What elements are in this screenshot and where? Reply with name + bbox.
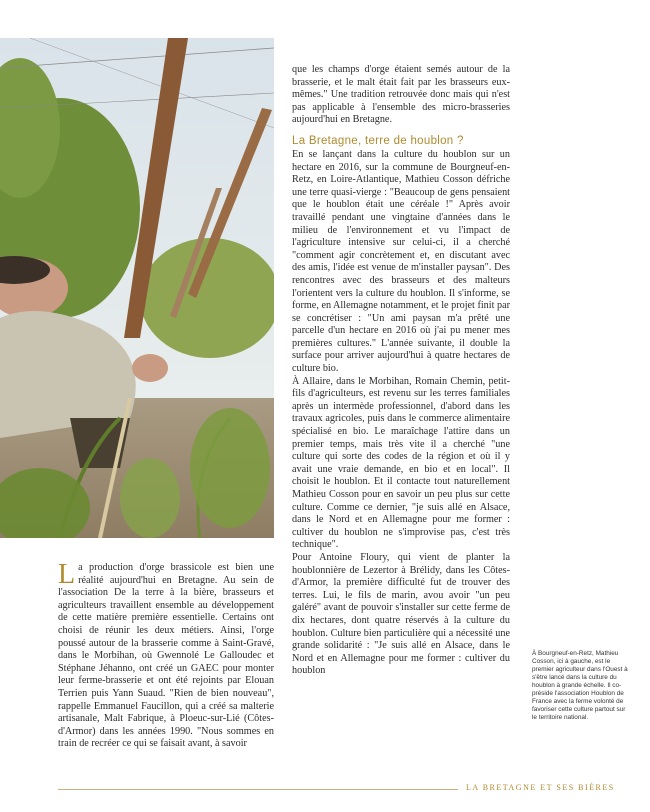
lead-paragraph-text: a production d'orge brassicole est bien une réalité aujourd'hui en Bretagne. Au sein de l'association De la terre à la bière, brasseurs et agriculteurs travaillent ensemble au développement de cette matière première essentielle. Certains ont choisi de réunir les deux métiers. Ainsi, l'orge poussé autour de la brasserie comme à Saint-Gravé, dans le Morbihan, où Gwennolé Le Galloudec et Stéphane Jéhanno, ont créé un GAEC pour monter leur ferme-brasserie et ont été rejoints par Elouan Terrien puis Yann Suaud. "Rien de bien nouveau", rappelle Emmanuel Faucillon, qui a créé sa malterie artisanale, Malt Fabrique, à Ploeuc-sur-Lié (Côtes-d'Armor) dans les années 1990. "Nous sommes en train de recréer ce qui se faisait avant, à savoir: [58, 562, 274, 750]
left-text-column: [58, 559, 274, 751]
hop-field-photo: [0, 38, 274, 538]
body-paragraph: À Allaire, dans le Morbihan, Romain Chemin, petit-fils d'agriculteurs, est revenu sur les terres familiales après un intermède professionnel, d'abord dans les travaux agricoles, puis dans le commerce alimentaire spécialisé en bio. Le maraîchage l'attire dans un premier temps, mais très vite il a cherché "une culture qui sorte des codes de la région et où il y avait une vraie demande, en bio et en local". Il choisit le houblon. Et il contacte tout naturellement Mathieu Cosson pour en savoir un peu plus sur cette culture. Comme ce dernier, "je suis allé en Alsace, dans le Nord et en Allemagne pour me former : cultiver du houblon ne s'improvise pas, c'est très technique".: [292, 375, 510, 551]
drop-cap: L: [58, 559, 76, 590]
footer-rule: [58, 789, 458, 790]
photo-caption: À Bourgneuf-en-Retz, Mathieu Cosson, ici à gauche, est le premier agriculteur dans l'Ouest à s'être lancé dans la culture du houblon à grande échelle. Il co-préside l'association Houblon de France avec la ferme volonté de favoriser cette culture partout sur le territoire national.: [532, 650, 628, 721]
right-text-column: [292, 64, 510, 678]
body-paragraph: En se lançant dans la culture du houblon sur un hectare en 2016, sur la commune de Bourgneuf-en-Retz, en Loire-Atlantique, Mathieu Cosson défriche une terre quasi-vierge : "Beaucoup de gens pensaient que le houblon était une céréale !" Après avoir travaillé pendant une vingtaine d'années dans le milieu de l'environnement et vu l'impact de l'agriculture intensive sur celui-ci, il a cherché "comment agir concrètement et, en discutant avec des amis, l'idée est venue de m'installer paysan". Des rencontres avec des brasseurs et des malteurs l'orientent vers la culture du houblon. Il s'informe, se forme, en Allemagne notamment, et le projet finit par se concrétiser : "Un ami paysan m'a prêté une parcelle d'un hectare en 2016 où j'ai pu mener mes premières cultures." L'année suivante, il double la surface pour arriver aujourd'hui à quatre hectares de culture bio.: [292, 148, 510, 375]
lead-paragraph: [58, 559, 274, 751]
section-subhead: La Bretagne, terre de houblon ?: [292, 134, 464, 147]
running-footer: LA BRETAGNE ET SES BIÈRES: [466, 783, 615, 792]
body-paragraph: Pour Antoine Floury, qui vient de planter la houblonnière de Lezertor à Brélidy, dans les Côtes-d'Armor, la première difficulté fut de trouver des terres. Lui, le fils de marin, avou avoir "un peu galéré" avant de pouvoir s'installer sur cette ferme de dix hectares, dont quatre réservés à la culture du houblon. Culture bien particulière qui a nécessité une grande solidarité : "Je suis allé en Alsace, dans le Nord et en Allemagne pour me former : cultiver du houblon: [292, 551, 510, 677]
intro-paragraph: que les champs d'orge étaient semés autour de la brasserie, et le malt était fait par les brasseurs eux-mêmes." Une tradition retrouvée donc mais qui n'est pas applicable à l'ensemble des micro-brasseries aujourd'hui en Bretagne.: [292, 64, 510, 126]
